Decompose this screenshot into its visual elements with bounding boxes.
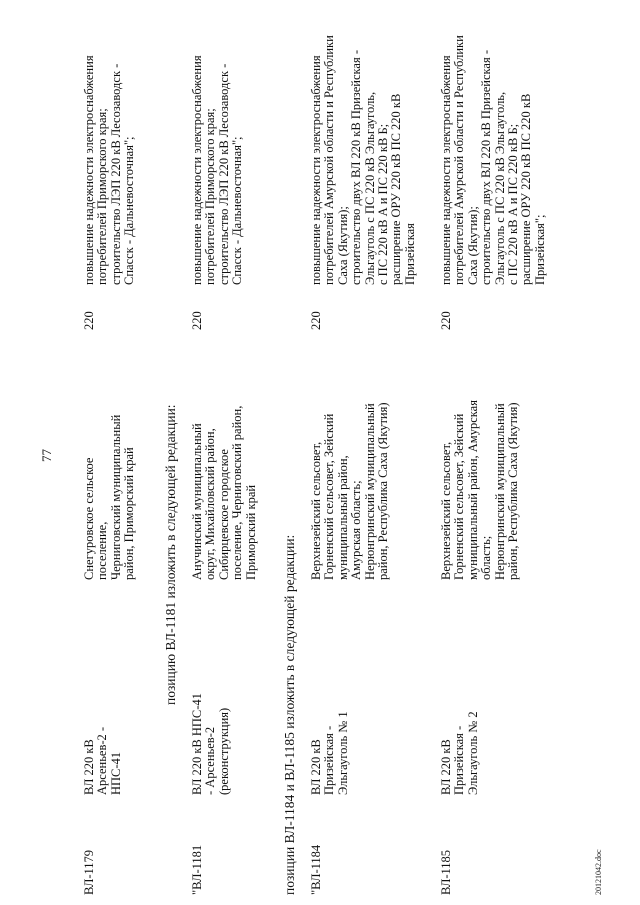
row-4-code: ВЛ-1185 (439, 849, 453, 895)
file-name-footer: 20121042.doc (594, 849, 603, 895)
page-number: 77 (39, 449, 54, 462)
row-3-line-name: ВЛ 220 кВ Призейская - Эльгауголь № 1 (309, 711, 350, 795)
row-4-line-name: ВЛ 220 кВ Призейская - Эльгауголь № 2 (439, 711, 480, 795)
row-1-purpose: повышение надежности электроснабжения потребителей Приморского края; строительство ЛЭП 220 кВ Лесозаводск - Спасск - Дальневосточная"; (82, 55, 137, 285)
section-heading-1: позицию ВЛ-1181 изложить в следующей редакции: (163, 404, 178, 705)
row-2-purpose: повышение надежности электроснабжения потребителей Приморского края; строительство ЛЭП 220 кВ Лесозаводск - Спасск - Дальневосточная"; (190, 55, 245, 285)
row-1-voltage: 220 (82, 311, 96, 330)
row-3-area: Верхнезейский сельсовет, Горненский сельсовет, Зейский муниципальный район, Амурская область; Нерюнгринский муниципальный район, Республика Саха (Якутия) (309, 402, 391, 580)
row-3-purpose: повышение надежности электроснабжения потребителей Амурской области и Республики Саха (Якутия); строительство двух ВЛ 220 кВ Призейская - Эльгауголь с ПС 220 кВ Эльгауголь, с ПС 220 кВ А и ПС 220 кВ Б; расширение ОРУ 220 кВ ПС 220 кВ Призейская (309, 35, 417, 285)
row-4-area: Верхнезейский сельсовет, Горненский сельсовет, Зейский муниципальный район, Амурская область; Нерюнгринский муниципальный район, Республика Саха (Якутия) (439, 400, 521, 580)
row-1-line-name: ВЛ 220 кВ Арсеньев-2 - НПС-41 (82, 726, 123, 795)
row-4-purpose: повышение надежности электроснабжения потребителей Амурской области и Республики Саха (Якутия); строительство двух ВЛ 220 кВ Призейская - Эльгауголь с ПС 220 кВ Эльгауголь, с ПС 220 кВ А и ПС 220 кВ Б; расширение ОРУ 220 кВ ПС 220 кВ Призейская"; (439, 35, 547, 285)
row-1-code: ВЛ-1179 (82, 849, 96, 895)
row-4-voltage: 220 (439, 311, 453, 330)
row-3-voltage: 220 (309, 311, 323, 330)
row-2-voltage: 220 (190, 311, 204, 330)
row-3-code: "ВЛ-1184 (309, 844, 323, 895)
section-heading-2: позиции ВЛ-1184 и ВЛ-1185 изложить в следующей редакции: (282, 534, 297, 895)
row-2-line-name: ВЛ 220 кВ НПС-41 - Арсеньев-2 (реконструкция) (190, 693, 231, 795)
row-1-area: Снегуровское сельское поселение, Черниговский муниципальный район, Приморский край (82, 414, 137, 580)
row-2-code: "ВЛ-1181 (190, 844, 204, 895)
row-2-area: Анучинский муниципальный округ, Михайловский район, Сибирцевское городское поселение, Черниговский район, Приморский край (190, 405, 258, 580)
